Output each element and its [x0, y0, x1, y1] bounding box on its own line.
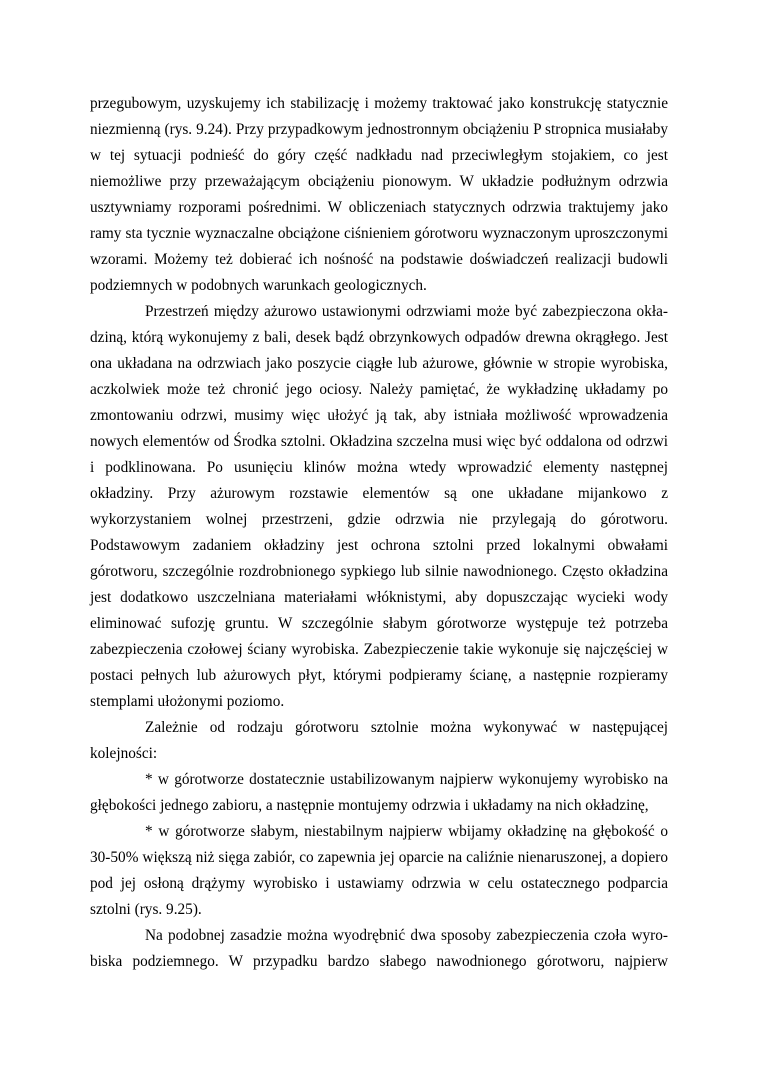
- text-line: zabezpieczenia czołowej ściany wyrobiska. Zabezpieczenie takie wykonuje się najczęściej w: [90, 641, 668, 658]
- text-line: górotworu, szczególnie rozdrobnionego sypkiego lub silnie nawodnionego. Często okładzina: [90, 563, 668, 580]
- text-line: kolejności:: [90, 745, 158, 762]
- text-line: dziną, którą wykonujemy z bali, desek bądź obrzynkowych odpadów drewna okrągłego. Jest: [90, 329, 668, 346]
- text-line: eliminować sufozję gruntu. W szczególnie słabym górotworze występuje też potrzeba: [90, 615, 668, 632]
- text-line: w tej sytuacji podnieść do góry część nadkładu nad przeciwległym stojakiem, co jest: [90, 147, 668, 164]
- text-line: postaci pełnych lub ażurowych płyt, którymi podpieramy ścianę, a następnie rozpieramy: [90, 667, 668, 684]
- text-line: 30-50% większą niż sięga zabiór, co zapewnia jej oparcie na caliźnie nienaruszonej, a dopiero: [90, 849, 668, 866]
- text-line: Przestrzeń między ażurowo ustawionymi odrzwiami może być zabezpieczona okła-: [145, 303, 668, 320]
- text-line: ramy sta tycznie wyznaczalne obciążone ciśnieniem górotworu wyznaczonym uproszczonymi: [90, 225, 668, 242]
- text-line: zmontowaniu odrzwi, musimy więc ułożyć ją tak, aby istniała możliwość wprowadzenia: [90, 407, 668, 424]
- text-line: stemplami ułożonymi poziomo.: [90, 693, 285, 710]
- text-line: niemożliwe przy przeważającym obciążeniu pionowym. W układzie podłużnym odrzwia: [90, 173, 668, 190]
- text-line: głębokości jednego zabioru, a następnie montujemy odrzwia i układamy na nich okładzinę,: [90, 797, 649, 814]
- text-line: pod jej osłoną drążymy wyrobisko i ustawiamy odrzwia w celu ostatecznego podparcia: [90, 875, 668, 892]
- body-text: [90, 91, 668, 975]
- text-line: ona układana na odrzwiach jako poszycie ciągłe lub ażurowe, głównie w stropie wyrobiska,: [90, 355, 668, 372]
- text-line: Zależnie od rodzaju górotworu sztolnie można wykonywać w następującej: [145, 719, 668, 736]
- text-line: sztolni (rys. 9.25).: [90, 901, 202, 918]
- text-line: przegubowym, uzyskujemy ich stabilizację i możemy traktować jako konstrukcję statycznie: [90, 95, 668, 112]
- text-line: biska podziemnego. W przypadku bardzo słabego nawodnionego górotworu, najpierw: [90, 953, 668, 970]
- text-line: aczkolwiek może też chronić jego ociosy. Należy pamiętać, że wykładzinę układamy po: [90, 381, 668, 398]
- text-line: i podklinowana. Po usunięciu klinów można wtedy wprowadzić elementy następnej: [90, 459, 668, 476]
- text-line: okładziny. Przy ażurowym rozstawie elementów są one układane mijankowo z: [90, 485, 668, 502]
- text-line: * w górotworze słabym, niestabilnym najpierw wbijamy okładzinę na głębokość o: [145, 823, 668, 840]
- text-line: jest dodatkowo uszczelniana materiałami włóknistymi, aby dopuszczając wycieki wody: [90, 589, 668, 606]
- text-line: niezmienną (rys. 9.24). Przy przypadkowym jednostronnym obciążeniu P stropnica musiałaby: [90, 121, 668, 138]
- text-line: nowych elementów od Środka sztolni. Okładzina szczelna musi więc być oddalona od odrzwi: [90, 433, 668, 450]
- text-line: wykorzystaniem wolnej przestrzeni, gdzie odrzwia nie przylegają do górotworu.: [90, 511, 668, 528]
- text-line: Podstawowym zadaniem okładziny jest ochrona sztolni przed lokalnymi obwałami: [90, 537, 668, 554]
- text-line: * w górotworze dostatecznie ustabilizowanym najpierw wykonujemy wyrobisko na: [145, 771, 668, 788]
- text-line: usztywniamy rozporami pośrednimi. W obliczeniach statycznych odrzwia traktujemy jako: [90, 199, 668, 216]
- text-line: wzorami. Możemy też dobierać ich nośność na podstawie doświadczeń realizacji budowli: [90, 251, 668, 268]
- text-line: Na podobnej zasadzie można wyodrębnić dwa sposoby zabezpieczenia czoła wyro-: [145, 927, 668, 944]
- text-line: podziemnych w podobnych warunkach geologicznych.: [90, 277, 427, 294]
